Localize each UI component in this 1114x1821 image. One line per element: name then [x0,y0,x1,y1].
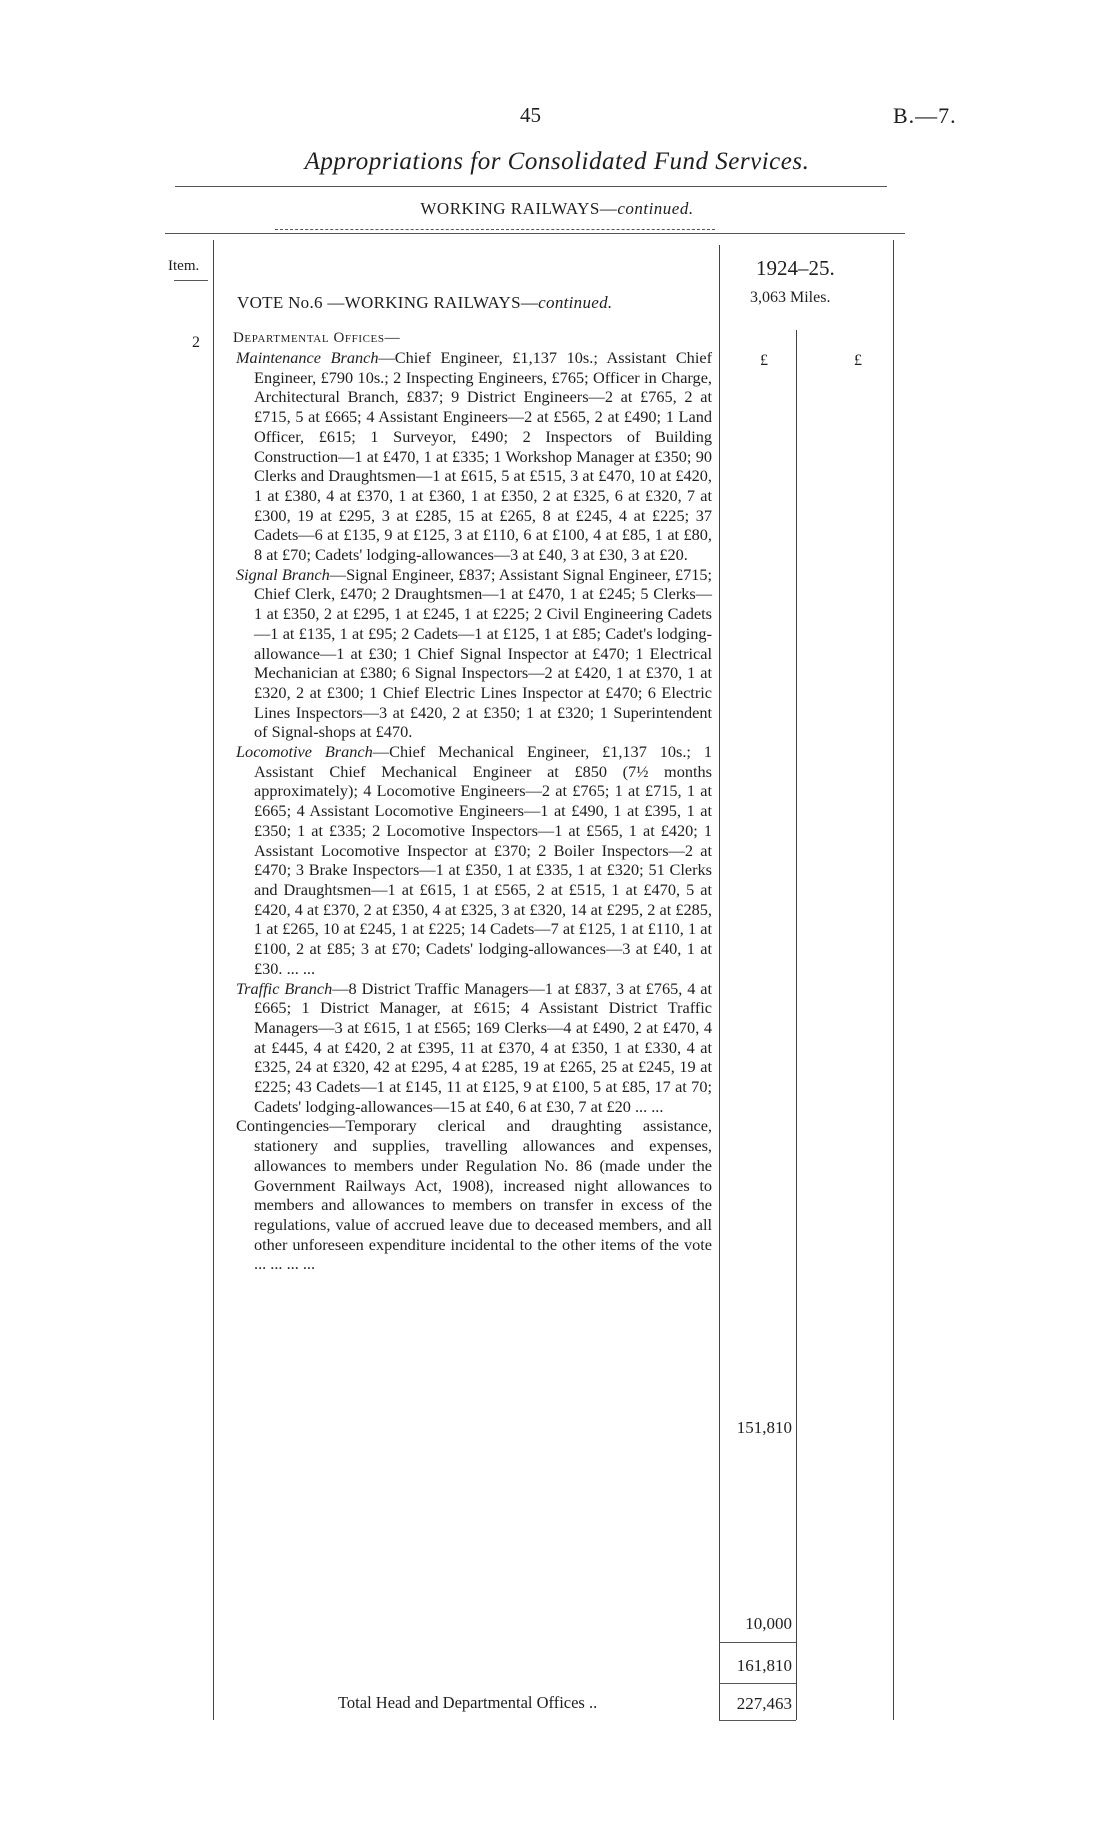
currency-symbol-col1: £ [760,352,768,369]
locomotive-branch-label: Locomotive Branch [236,742,373,762]
amount-column-rule [796,330,797,1720]
signal-branch-entry [236,564,713,742]
total-amount: 227,463 [736,1694,792,1713]
text-column-rule [719,245,720,1720]
maintenance-branch-text: —Chief Engineer, £1,137 10s.; Assistant Chief Engineer, £790 10s.; 2 Inspecting Engineers, £765; Officer in Charge, Architectural Branch, £837; 9 District Engineers—2 at £765, 2 at £715, 5 at £665; 4 Assistant Engineers—2 at £565, 2 at £490; 1 Land Officer, £615; 1 Surveyor, £490; 2 Inspectors of Building Construction—1 at £470, 1 at £335; 1 Workshop Manager at £350; 90 Clerks and Draughtsmen—1 at £615, 5 at £515, 3 at £470, 10 at £420, 1 at £380, 4 at £370, 1 at £360, 1 at £350, 2 at £325, 6 at £320, 7 at £300, 19 at £295, 3 at £285, 15 at £265, 8 at £245, 4 at £225; 37 Cadets—6 at £135, 9 at £125, 3 at £110, 6 at £100, 4 at £85, 1 at £80, 8 at £70; Cadets' lodging-allowances—3 at £40, 3 at £30, 3 at £20. [254,348,712,565]
traffic-branch-entry [236,978,712,1117]
traffic-branch-text: —8 District Traffic Managers—1 at £837, 3 at £765, 4 at £665; 1 District Manager, at £615; 4 Assistant District Traffic Managers—3 at £615, 1 at £565; 169 Clerks—4 at £490, 2 at £470, 4 at £445, 4 at £420, 2 at £395, 11 at £370, 4 at £350, 1 at £330, 4 at £325, 24 at £320, 42 at £295, 4 at £285, 19 at £265, 25 at £245, 19 at £225; 43 Cadets—1 at £145, 11 at £125, 9 at £100, 5 at £85, 17 at 70; Cadets' lodging-allowances—15 at £40, 6 at £30, 7 at £20 ... ... [254,978,712,1116]
right-column-rule [893,240,894,1720]
section-heading: Departmental Offices— [233,330,401,346]
signal-branch-text: —Signal Engineer, £837; Assistant Signal Engineer, £715; Chief Clerk, £470; 2 Draughtsmen—1 at £470, 1 at £245; 5 Clerks—1 at £350, 2 at £295, 1 at £245, 1 at £225; 2 Civil Engineering Cadets—1 at £135, 1 at £95; 2 Cadets—1 at £125, 1 at £85; Cadet's lodging-allowance—1 at £30; 1 Chief Signal Inspector at £470; 1 Electrical Mechanician at £380; 6 Signal Inspectors—2 at £420, 1 at £370, 1 at £320, 2 at £300; 1 Chief Electric Lines Inspector at £470; 6 Electric Lines Inspectors—3 at £420, 2 at £350; 1 at £320; 1 Superintendent of Signal-shops at £470. [254,564,713,742]
subtitle-main: WORKING RAILWAYS— [420,199,618,218]
total-rule [719,1720,796,1721]
subtitle-continued: continued. [617,199,694,218]
total-label: Total Head and Departmental Offices .. [338,1693,598,1712]
locomotive-branch-text: —Chief Mechanical Engineer, £1,137 10s.; 1 Assistant Chief Mechanical Engineer at £850 (7½ months approximately); 4 Locomotive Engineers—2 at £765; 1 at £715, 1 at £665; 4 Assistant Locomotive Engineers—1 at £490, 1 at £395, 1 at £350; 1 at £335; 2 Locomotive Inspectors—1 at £565, 1 at £420; 1 Assistant Locomotive Inspector at £370; 2 Boiler Inspectors—2 at £470; 3 Brake Inspectors—1 at £350, 1 at £335, 1 at £320; 51 Clerks and Draughtsmen—1 at £615, 1 at £565, 2 at £515, 1 at £470, 5 at £420, 4 at £370, 2 at £350, 4 at £325, 3 at £320, 14 at £295, 2 at £285, 1 at £265, 10 at £245, 1 at £225; 14 Cadets—7 at £125, 1 at £110, 1 at £100, 2 at £85; 3 at £70; Cadets' lodging-allowances—3 at £40, 1 at £30. ... ... [254,742,712,978]
signal-branch-label: Signal Branch [236,564,330,584]
vote-heading-continued: continued. [538,293,613,312]
year-header: 1924–25. [756,256,835,280]
maintenance-branch-entry [236,348,712,565]
vote-heading [237,293,612,313]
branches-amount: 151,810 [736,1418,792,1437]
table-top-rule [165,233,905,234]
page-title: Appropriations for Consolidated Fund Services. [304,148,810,175]
miles-header: 3,063 Miles. [750,289,831,306]
document-reference: B.—7. [893,103,957,128]
contingencies-text: Contingencies—Temporary clerical and draughting assistance, stationery and supplies, travelling allowances and expenses, allowances to members under Regulation No. 86 (made under the Government Railways Act, 1908), increased night allowances to members and allowances to members on transfer in excess of the regulations, value of accrued leave due to deceased members, and all other unforeseen expenditure incidental to the other items of the vote ... ... ... ... [236,1116,712,1274]
item-number: 2 [192,334,200,351]
contingencies-entry [236,1116,712,1274]
title-rule [175,186,887,187]
vote-heading-main: VOTE No.6 —WORKING RAILWAYS— [237,293,539,312]
item-column-header: Item. [168,258,200,274]
subtitle-rule [275,229,715,230]
item-header-rule [174,280,208,281]
branch-details [236,348,713,1274]
currency-symbol-col2: £ [854,352,862,369]
locomotive-branch-entry [236,742,712,978]
subtotal-amount: 161,810 [736,1656,792,1675]
item-column-rule [213,240,214,1720]
subtotal-rule-bottom [719,1683,796,1684]
page-number: 45 [520,103,541,127]
maintenance-branch-label: Maintenance Branch [236,348,379,367]
subtotal-rule-top [719,1642,796,1643]
section-subtitle [0,199,1114,219]
contingencies-amount: 10,000 [745,1614,792,1633]
traffic-branch-label: Traffic Branch [236,978,333,998]
